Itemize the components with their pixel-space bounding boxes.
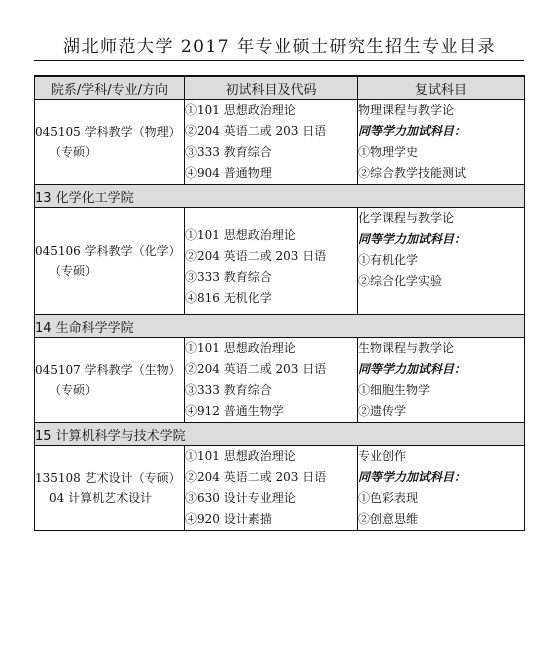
catalog-table [34, 75, 525, 531]
exam-subject: ④912 普通生物学 [185, 404, 284, 418]
exam-subject: ④816 无机化学 [185, 291, 272, 305]
retest-cell [358, 338, 525, 423]
college-row [35, 185, 525, 208]
additional-subject: ①物理学史 [358, 145, 419, 159]
exam-subject: ④904 普通物理 [185, 166, 272, 180]
additional-subject: ②综合化学实验 [358, 274, 443, 288]
exam-subject: ④920 设计素描 [185, 512, 272, 526]
title-divider [34, 60, 524, 61]
retest-course: 专业创作 [358, 449, 407, 463]
college-row [35, 315, 525, 338]
retest-course: 物理课程与教学论 [358, 103, 455, 117]
major-cell [35, 338, 185, 423]
column-header-retest: 复试科目 [358, 76, 525, 100]
major-cell [35, 208, 185, 315]
exam-subjects-cell [185, 446, 358, 531]
college-name: 14 生命科学学院 [35, 315, 525, 338]
table-row [35, 338, 525, 423]
additional-exam-label: 同等学力加试科目： [358, 124, 467, 138]
major-name: 045106 学科教学（化学） [35, 244, 181, 258]
exam-subject: ①101 思想政治理论 [185, 449, 296, 463]
exam-subject: ①101 思想政治理论 [185, 103, 296, 117]
additional-subject: ②综合教学技能测试 [358, 166, 467, 180]
major-name: 045107 学科教学（生物） [35, 363, 181, 377]
major-direction: 04 计算机艺术设计 [49, 491, 153, 505]
college-name: 13 化学化工学院 [35, 185, 525, 208]
additional-subject: ①细胞生物学 [358, 383, 431, 397]
table-header-row [35, 76, 525, 100]
additional-exam-label: 同等学力加试科目： [358, 232, 467, 246]
exam-subject: ③333 教育综合 [185, 145, 272, 159]
exam-subject: ③630 设计专业理论 [185, 491, 296, 505]
major-type: （专硕） [49, 264, 98, 278]
exam-subject: ②204 英语二或 203 日语 [185, 470, 327, 484]
additional-subject: ②遗传学 [358, 404, 407, 418]
retest-course: 化学课程与教学论 [358, 211, 455, 225]
table-row [35, 446, 525, 531]
major-name: 135108 艺术设计（专硕） [35, 471, 181, 485]
college-name: 15 计算机科学与技术学院 [35, 423, 525, 446]
additional-subject: ①色彩表现 [358, 491, 419, 505]
retest-cell [358, 208, 525, 315]
exam-subject: ①101 思想政治理论 [185, 341, 296, 355]
exam-subject: ③333 教育综合 [185, 270, 272, 284]
retest-course: 生物课程与教学论 [358, 341, 455, 355]
college-row [35, 423, 525, 446]
exam-subject: ①101 思想政治理论 [185, 228, 296, 242]
exam-subject: ②204 英语二或 203 日语 [185, 124, 327, 138]
retest-cell [358, 100, 525, 185]
exam-subjects-cell [185, 338, 358, 423]
exam-subjects-cell [185, 100, 358, 185]
additional-subject: ②创意思维 [358, 512, 419, 526]
table-row [35, 208, 525, 315]
exam-subject: ②204 英语二或 203 日语 [185, 362, 327, 376]
additional-exam-label: 同等学力加试科目： [358, 470, 467, 484]
additional-exam-label: 同等学力加试科目： [358, 362, 467, 376]
major-name: 045105 学科教学（物理） [35, 125, 181, 139]
retest-cell [358, 446, 525, 531]
exam-subjects-cell [185, 208, 358, 315]
exam-subject: ②204 英语二或 203 日语 [185, 249, 327, 263]
column-header-exam: 初试科目及代码 [185, 76, 358, 100]
major-type: （专硕） [49, 145, 98, 159]
major-cell [35, 446, 185, 531]
table-row [35, 100, 525, 185]
exam-subject: ③333 教育综合 [185, 383, 272, 397]
major-type: （专硕） [49, 383, 98, 397]
additional-subject: ①有机化学 [358, 253, 419, 267]
major-cell [35, 100, 185, 185]
column-header-major: 院系/学科/专业/方向 [35, 76, 185, 100]
page-title: 湖北师范大学 2017 年专业硕士研究生招生专业目录 [62, 37, 497, 57]
